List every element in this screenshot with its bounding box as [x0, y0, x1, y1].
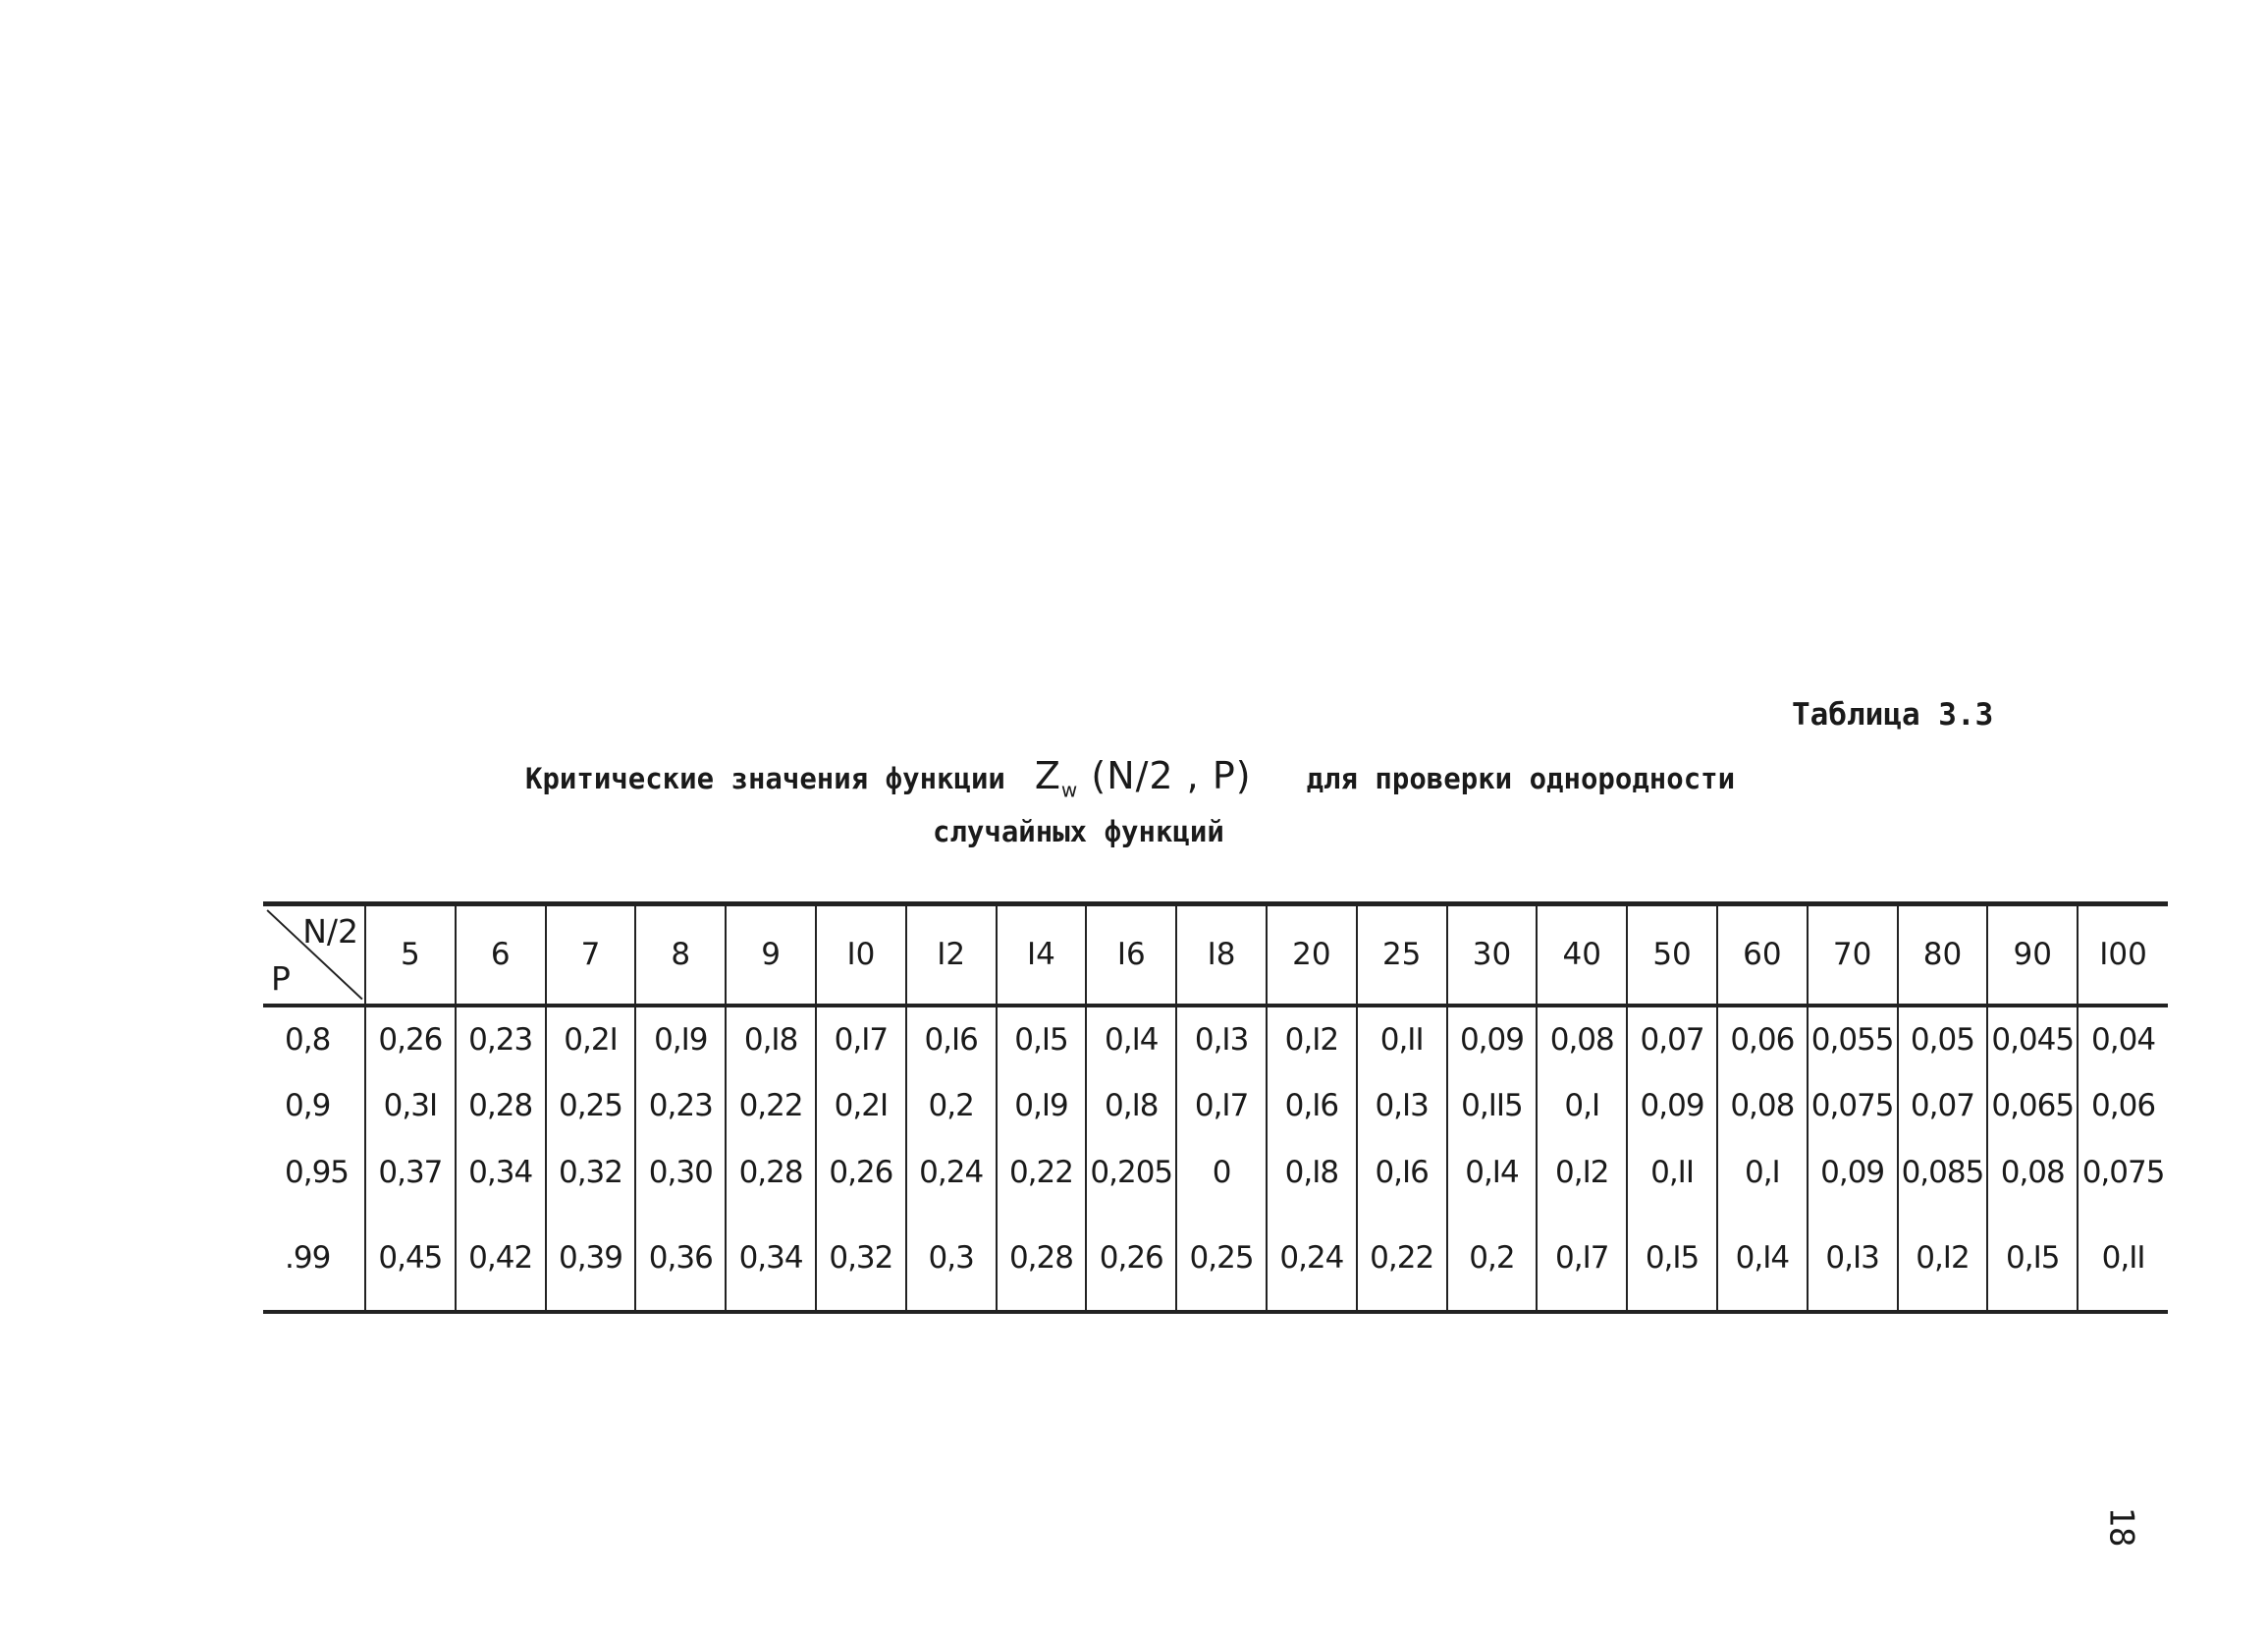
table-cell: 0,34	[726, 1206, 816, 1312]
table-cell: 0,I6	[1357, 1139, 1447, 1206]
corner-column-label: N/2	[302, 912, 358, 951]
column-header: 7	[546, 904, 636, 1006]
table-cell: 0,I2	[1898, 1206, 1988, 1312]
table-cell: 0,I4	[1717, 1206, 1808, 1312]
table-cell: 0,06	[1717, 1006, 1808, 1072]
table-cell: 0,06	[2078, 1072, 2168, 1139]
corner-row-label: P	[271, 958, 291, 998]
table-cell: 0,I9	[997, 1072, 1087, 1139]
table-cell: 0,26	[816, 1139, 906, 1206]
formula-symbol: Z	[1034, 754, 1061, 797]
column-header: 80	[1898, 904, 1988, 1006]
table-cell: 0,I6	[1267, 1072, 1357, 1139]
row-header-p: 0,95	[285, 1154, 350, 1190]
table-cell: 0,45	[365, 1206, 456, 1312]
table-cell: 0,I	[1537, 1072, 1627, 1139]
table-cell: 0,I8	[1086, 1072, 1176, 1139]
row-header-p: 0,8	[285, 1021, 331, 1058]
table-cell: 0,24	[1267, 1206, 1357, 1312]
table-cell: 0,08	[1537, 1006, 1627, 1072]
table-cell: 0,26	[365, 1006, 456, 1072]
table-cell: 0,I9	[635, 1006, 726, 1072]
table-cell: 0,04	[2078, 1006, 2168, 1072]
table-cell: 0,22	[997, 1139, 1087, 1206]
table-cell: 0,34	[456, 1139, 546, 1206]
table-cell: 0	[1176, 1139, 1267, 1206]
table-cell: 0,II	[1627, 1139, 1717, 1206]
column-header: 6	[456, 904, 546, 1006]
table-cell: 0,28	[456, 1072, 546, 1139]
column-header: 9	[726, 904, 816, 1006]
column-header: 90	[1987, 904, 2078, 1006]
table-cell: 0,26	[1086, 1206, 1176, 1312]
table-cell: 0,36	[635, 1206, 726, 1312]
table-cell: 0,I6	[906, 1006, 997, 1072]
table-cell: 0,II	[1357, 1006, 1447, 1072]
table-cell: 0,055	[1808, 1006, 1898, 1072]
table-cell: 0,30	[635, 1139, 726, 1206]
table-cell: 0,I8	[726, 1006, 816, 1072]
table-row	[263, 1206, 2168, 1312]
table-cell: 0,22	[726, 1072, 816, 1139]
table-cell: 0,07	[1627, 1006, 1717, 1072]
table-cell: 0,085	[1898, 1139, 1988, 1206]
table-header-row	[263, 904, 2168, 1006]
column-header: 20	[1267, 904, 1357, 1006]
table-cell: 0,I2	[1537, 1139, 1627, 1206]
title-formula	[1035, 754, 1252, 802]
table-cell: 0,075	[2078, 1139, 2168, 1206]
table-cell: 0,I5	[997, 1006, 1087, 1072]
table-cell: 0,09	[1808, 1139, 1898, 1206]
table-cell: 0,3	[906, 1206, 997, 1312]
column-header: I0	[816, 904, 906, 1006]
table-cell: 0,I8	[1267, 1139, 1357, 1206]
table-cell: 0,07	[1898, 1072, 1988, 1139]
column-header: 60	[1717, 904, 1808, 1006]
column-header: I00	[2078, 904, 2168, 1006]
table-number-label: Таблица 3.3	[1792, 697, 1994, 733]
table-cell: 0,08	[1717, 1072, 1808, 1139]
table-body	[263, 1006, 2168, 1312]
table-cell: 0,I5	[1987, 1206, 2078, 1312]
table-cell: 0,3I	[365, 1072, 456, 1139]
column-header: 40	[1537, 904, 1627, 1006]
table-cell: 0,I3	[1176, 1006, 1267, 1072]
table-row	[263, 1139, 2168, 1206]
table-cell: 0,II	[2078, 1206, 2168, 1312]
column-header: I8	[1176, 904, 1267, 1006]
table-cell: 0,2	[906, 1072, 997, 1139]
table-cell: 0,I2	[1267, 1006, 1357, 1072]
table-cell: 0,I4	[1086, 1006, 1176, 1072]
column-header: I4	[997, 904, 1087, 1006]
table-cell: 0,24	[906, 1139, 997, 1206]
table-cell: 0,37	[365, 1139, 456, 1206]
column-header: I2	[906, 904, 997, 1006]
table-cell: 0,I3	[1808, 1206, 1898, 1312]
table-cell: 0,065	[1987, 1072, 2078, 1139]
table-cell: 0,I	[1717, 1139, 1808, 1206]
column-header: 50	[1627, 904, 1717, 1006]
table-row	[263, 1006, 2168, 1072]
table-cell: 0,28	[726, 1139, 816, 1206]
table-cell: 0,32	[546, 1139, 636, 1206]
table-cell: 0,2	[1447, 1206, 1538, 1312]
column-header: 30	[1447, 904, 1538, 1006]
table-cell: 0,28	[997, 1206, 1087, 1312]
table-cell: 0,23	[635, 1072, 726, 1139]
table-cell: 0,2I	[816, 1072, 906, 1139]
column-header: 70	[1808, 904, 1898, 1006]
critical-values-table-container	[263, 901, 2168, 1314]
table-cell: 0,25	[546, 1072, 636, 1139]
table-cell: 0,I7	[1537, 1206, 1627, 1312]
table-cell: 0,II5	[1447, 1072, 1538, 1139]
table-cell: 0,I5	[1627, 1206, 1717, 1312]
page-number: 18	[2101, 1506, 2141, 1548]
row-header-p: 0,9	[285, 1087, 331, 1123]
table-cell: 0,I4	[1447, 1139, 1538, 1206]
table-cell: 0,22	[1357, 1206, 1447, 1312]
table-cell: 0,205	[1086, 1139, 1176, 1206]
table-cell: 0,I3	[1357, 1072, 1447, 1139]
table-cell: 0,I7	[1176, 1072, 1267, 1139]
table-row	[263, 1072, 2168, 1139]
table-cell: 0,23	[456, 1006, 546, 1072]
table-cell: 0,42	[456, 1206, 546, 1312]
table-cell: 0,39	[546, 1206, 636, 1312]
column-header: 5	[365, 904, 456, 1006]
table-cell: 0,05	[1898, 1006, 1988, 1072]
table-cell: 0,08	[1987, 1139, 2078, 1206]
formula-args: (N/2 , P)	[1091, 754, 1252, 797]
title-prefix: Критические значения функции	[525, 762, 1005, 795]
table-cell: 0,32	[816, 1206, 906, 1312]
row-header-p: .99	[263, 1206, 365, 1312]
table-title-line2: случайных функций	[933, 815, 1224, 848]
table-cell: 0,I7	[816, 1006, 906, 1072]
column-header: I6	[1086, 904, 1176, 1006]
table-cell: 0,25	[1176, 1206, 1267, 1312]
table-cell: 0,2I	[546, 1006, 636, 1072]
table-cell: 0,045	[1987, 1006, 2078, 1072]
title-suffix: для проверки однородности	[1306, 762, 1736, 795]
table-cell: 0,09	[1447, 1006, 1538, 1072]
table-corner-cell	[263, 904, 365, 1006]
table-title	[525, 754, 1735, 802]
critical-values-table	[263, 901, 2168, 1314]
table-cell: 0,075	[1808, 1072, 1898, 1139]
table-cell: 0,09	[1627, 1072, 1717, 1139]
column-header: 8	[635, 904, 726, 1006]
column-header: 25	[1357, 904, 1447, 1006]
formula-subscript: w	[1060, 778, 1079, 802]
